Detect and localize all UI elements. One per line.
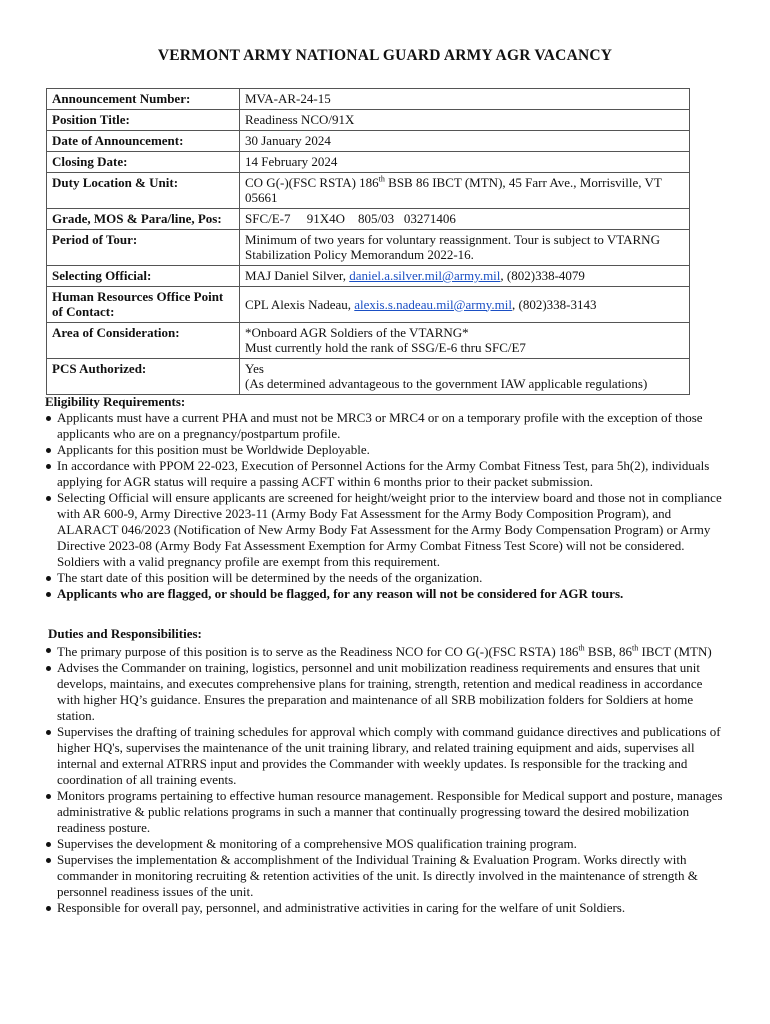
hro-label: Human Resources Office Point of Contact:: [47, 287, 240, 323]
period-label: Period of Tour:: [47, 230, 240, 266]
selecting-name: MAJ Daniel Silver,: [245, 268, 350, 283]
closing-value: 14 February 2024: [240, 152, 690, 173]
list-item: In accordance with PPOM 22-023, Execution of Personnel Actions for the Army Combat Fitness Test, para 5h(2), individuals applying for AGR status will require a passing ACFT within 6 months prior to their packet submission.: [45, 458, 723, 490]
selecting-email-link[interactable]: daniel.a.silver.mil@army.mil: [349, 268, 501, 283]
table-row: [47, 209, 690, 230]
list-item: Selecting Official will ensure applicants are screened for height/weight prior to the interview board and those not in compliance with AR 600-9, Army Directive 2023-11 (Army Body Fat Assessment for the Army Body Composition Program), and ALARACT 046/2023 (Notification of New Army Body Fat Assessment for the Army Body Compensation Program) or Army Directive 2023-08 (Army Body Fat Assessment Exemption for Army Combat Fitness Test Score) will not be considered. Soldiers with a valid pregnancy profile are exempt from this requirement.: [45, 490, 723, 570]
table-row: [47, 230, 690, 266]
duty-first-a: The primary purpose of this position is to serve as the Readiness NCO for CO G(-)(FSC RSTA) 186: [57, 644, 579, 659]
grade-label: Grade, MOS & Para/line, Pos:: [47, 209, 240, 230]
list-item: Supervises the drafting of training schedules for approval which comply with command guidance directives and publications of higher HQ's, supervises the maintenance of the unit training library, and related training equipment and aids, supervises all internal and external ATRRS input and provides the Commander with weekly updates. Is responsible for the tracking and coordination of all training events.: [45, 724, 723, 788]
position-value: Readiness NCO/91X: [240, 110, 690, 131]
duty-first-b: BSB, 86: [584, 644, 632, 659]
pcs-value: [240, 359, 690, 395]
list-item: Applicants for this position must be Worldwide Deployable.: [45, 442, 723, 458]
list-item: Supervises the development & monitoring of a comprehensive MOS qualification training program.: [45, 836, 723, 852]
table-row: [47, 89, 690, 110]
page-title: VERMONT ARMY NATIONAL GUARD ARMY AGR VACANCY: [157, 47, 613, 64]
vacancy-info-table: [46, 88, 690, 395]
list-item: [45, 642, 723, 661]
table-row: [47, 323, 690, 359]
closing-label: Closing Date:: [47, 152, 240, 173]
duty-value-a: CO G(-)(FSC RSTA) 186: [245, 175, 379, 190]
table-row: [47, 131, 690, 152]
area-line-2: Must currently hold the rank of SSG/E-6 thru SFC/E7: [245, 340, 526, 355]
table-row: [47, 173, 690, 209]
announcement-value: MVA-AR-24-15: [240, 89, 690, 110]
selecting-phone: , (802)338-4079: [500, 268, 585, 283]
list-item: Responsible for overall pay, personnel, and administrative activities in caring for the welfare of unit Soldiers.: [45, 900, 723, 916]
duty-sup: th: [378, 174, 385, 184]
pcs-line-2: (As determined advantageous to the government IAW applicable regulations): [245, 376, 648, 391]
table-row: [47, 266, 690, 287]
duty-label: Duty Location & Unit:: [47, 173, 240, 209]
hro-name: CPL Alexis Nadeau,: [245, 296, 355, 312]
hro-value: [240, 287, 690, 323]
table-row: [47, 359, 690, 395]
table-row: [47, 287, 690, 323]
selecting-label: Selecting Official:: [47, 266, 240, 287]
grade-value: SFC/E-7 91X4O 805/03 03271406: [240, 209, 690, 230]
announcement-label: Announcement Number:: [47, 89, 240, 110]
date-label: Date of Announcement:: [47, 131, 240, 152]
duty-value-b: BSB 86 IBCT (MTN), 45 Farr Ave., Morrisville, VT 05661: [245, 175, 662, 205]
list-item: Monitors programs pertaining to effective human resource management. Responsible for Medical support and posture, manages administrative & public relations programs in such a manner that continually progressing toward the desired mobilization readiness posture.: [45, 788, 723, 836]
duty-first-sup-2: th: [632, 643, 639, 653]
duty-first-sup-1: th: [578, 643, 585, 653]
list-item: Applicants must have a current PHA and must not be MRC3 or MRC4 or on a temporary profile with the exception of those applicants who are on a pregnancy/postpartum profile.: [45, 410, 723, 442]
duties-section: [45, 626, 723, 916]
list-item: Applicants who are flagged, or should be flagged, for any reason will not be considered for AGR tours.: [45, 586, 723, 602]
eligibility-section: [45, 394, 723, 602]
table-row: [47, 110, 690, 131]
table-row: [47, 152, 690, 173]
hro-email-link[interactable]: alexis.s.nadeau.mil@army.mil: [354, 296, 512, 312]
period-value: Minimum of two years for voluntary reassignment. Tour is subject to VTARNG Stabilization Policy Memorandum 2022-16.: [240, 230, 690, 266]
pcs-line-1: Yes: [245, 361, 264, 376]
list-item: Advises the Commander on training, logistics, personnel and unit mobilization readiness requirements and ensures that unit develops, maintains, and executes comprehensive plans for training, strength, retention and medical readiness in accordance with higher HQ’s guidance. Ensures the preparation and maintenance of all SRB mobilization folders for Soldiers at home station.: [45, 660, 723, 724]
date-value: 30 January 2024: [240, 131, 690, 152]
duties-title: Duties and Responsibilities:: [48, 626, 202, 641]
eligibility-list: [45, 410, 723, 602]
position-label: Position Title:: [47, 110, 240, 131]
list-item: Supervises the implementation & accomplishment of the Individual Training & Evaluation Program. Works directly with commander in monitoring recruiting & retention activities of the unit. Is directly involved in the maintenance of strength & personnel readiness issues of the unit.: [45, 852, 723, 900]
list-item: The start date of this position will be determined by the needs of the organization.: [45, 570, 723, 586]
hro-phone: , (802)338-3143: [511, 296, 597, 312]
area-label: Area of Consideration:: [47, 323, 240, 359]
area-line-1: *Onboard AGR Soldiers of the VTARNG*: [245, 325, 469, 340]
duty-value: [240, 173, 690, 209]
duties-list: [45, 642, 723, 916]
selecting-value: [240, 266, 690, 287]
eligibility-title: Eligibility Requirements:: [45, 394, 186, 409]
pcs-label: PCS Authorized:: [47, 359, 240, 395]
duty-first-c: IBCT (MTN): [638, 644, 712, 659]
area-value: [240, 323, 690, 359]
